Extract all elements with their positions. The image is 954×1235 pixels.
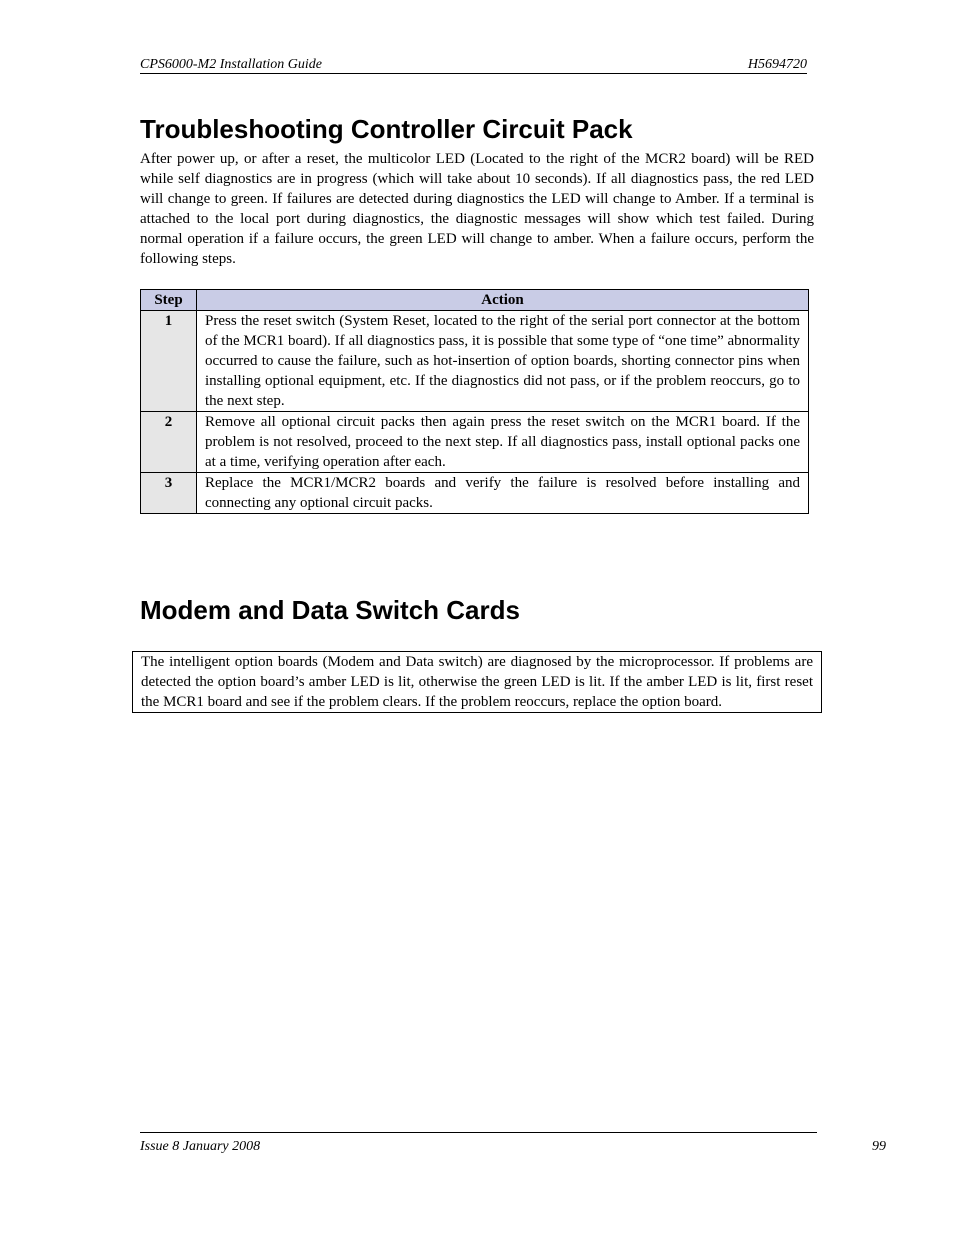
page-footer bbox=[140, 1138, 886, 1156]
modem-data-switch-note: The intelligent option boards (Modem and Data switch) are diagnosed by the microprocessor. If problems are detected the option board’s amber LED is lit, otherwise the green LED is lit. If the amber LED is lit, first reset the MCR1 board and see if the problem clears. If the problem reoccurs, replace the option board. bbox=[132, 651, 822, 713]
troubleshooting-steps-table bbox=[140, 289, 809, 514]
table-row bbox=[141, 412, 809, 473]
step-number: 3 bbox=[141, 473, 197, 514]
step-number: 1 bbox=[141, 311, 197, 412]
step-action: Press the reset switch (System Reset, located to the right of the serial port connector at the bottom of the MCR1 board). If all diagnostics pass, it is possible that some type of “one time” abnormality occurred to cause the failure, such as hot-insertion of option boards, shorting connector pins when installing optional equipment, etc. If the diagnostics did not pass, or if the problem reoccurs, go to the next step. bbox=[197, 311, 809, 412]
troubleshooting-intro: After power up, or after a reset, the multicolor LED (Located to the right of the MCR2 board) will be RED while self diagnostics are in progress (which will take about 10 seconds). If all diagnostics pass, the red LED will change to green. If failures are detected during diagnostics the LED will change to Amber. If a terminal is attached to the local port during diagnostics, the diagnostic messages will show which test failed. During normal operation if a failure occurs, the green LED will change to amber. When a failure occurs, perform the following steps. bbox=[140, 151, 814, 267]
table-row bbox=[141, 473, 809, 514]
column-header-action: Action bbox=[197, 290, 809, 311]
section-title-troubleshooting: Troubleshooting Controller Circuit Pack bbox=[140, 114, 633, 144]
header-doc-title: CPS6000-M2 Installation Guide bbox=[140, 57, 322, 72]
footer-divider bbox=[140, 1132, 817, 1133]
step-action: Replace the MCR1/MCR2 boards and verify the failure is resolved before installing and connecting any optional circuit packs. bbox=[197, 473, 809, 514]
section-title-modem-data-switch: Modem and Data Switch Cards bbox=[140, 595, 520, 625]
step-action: Remove all optional circuit packs then again press the reset switch on the MCR1 board. If the problem is not resolved, proceed to the next step. If all diagnostics pass, install optional packs one at a time, verifying operation after each. bbox=[197, 412, 809, 473]
table-header-row bbox=[141, 290, 809, 311]
column-header-step: Step bbox=[141, 290, 197, 311]
header-doc-number: H5694720 bbox=[747, 57, 807, 72]
step-number: 2 bbox=[141, 412, 197, 473]
footer-issue-date: Issue 8 January 2008 bbox=[140, 1139, 261, 1154]
table-row bbox=[141, 311, 809, 412]
page-header bbox=[140, 56, 807, 74]
page-number: 99 bbox=[872, 1139, 886, 1154]
